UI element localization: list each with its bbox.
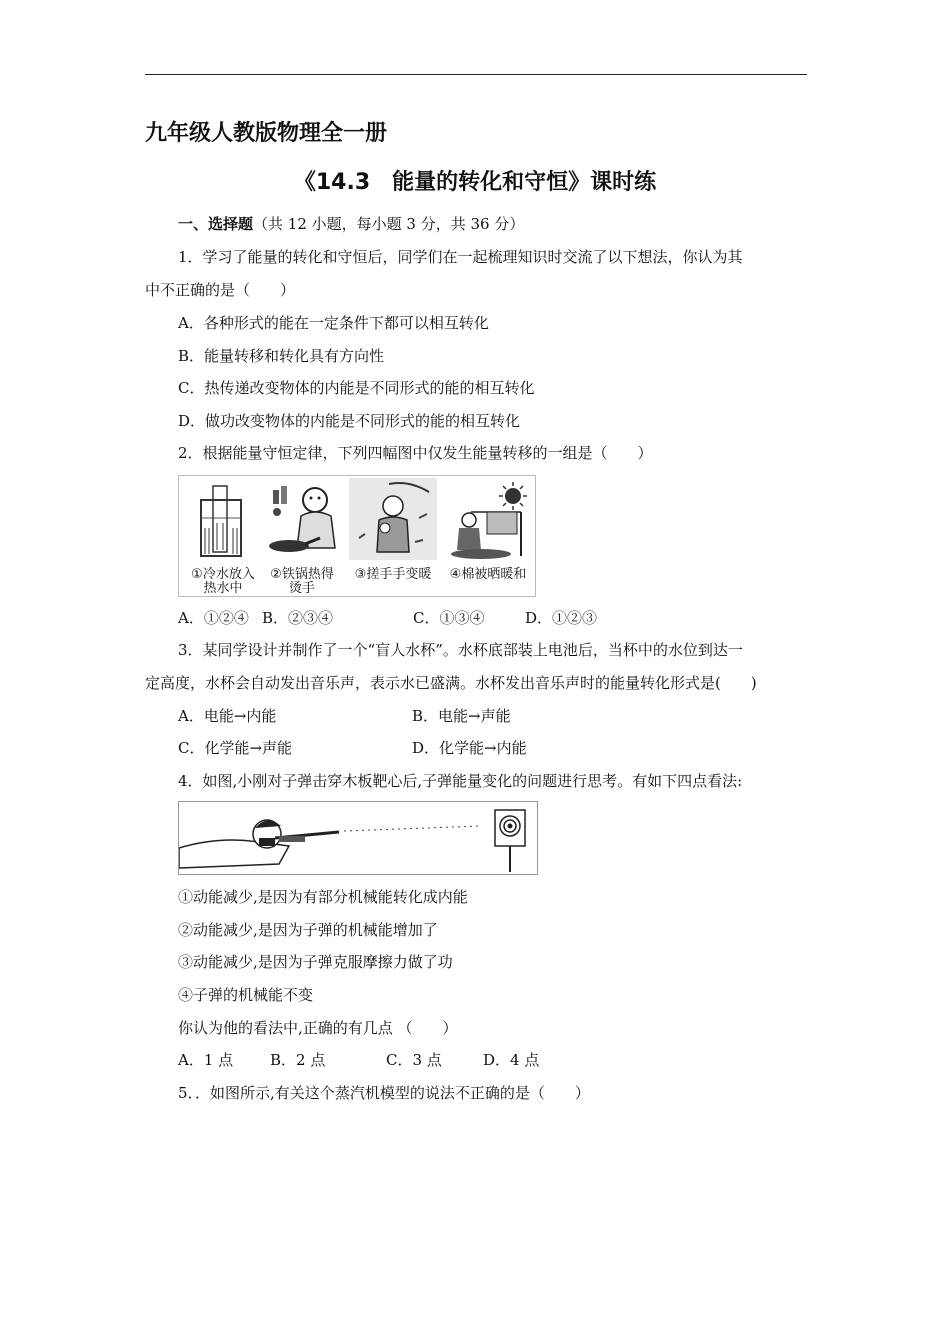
q2-option-c: C．①③④ [413, 609, 485, 627]
q3-option-c: C．化学能→声能 [178, 739, 293, 757]
q4-point-3: ③动能减少,是因为子弹克服摩擦力做了功 [178, 953, 453, 971]
q2-option-d: D．①②③ [525, 609, 598, 627]
q5-stem: 5．．如图所示,有关这个蒸汽机模型的说法不正确的是（ ） [178, 1084, 590, 1102]
q2-caption-2: ②铁锅热得烫手 [270, 567, 334, 596]
q4-point-4: ④子弹的机械能不变 [178, 986, 314, 1004]
q2-stem: 2．根据能量守恒定律，下列四幅图中仅发生能量转移的一组是（ ） [178, 444, 653, 462]
q4-option-d: D．4 点 [483, 1051, 540, 1069]
section-note: （共 12 小题，每小题 3 分，共 36 分） [253, 215, 525, 233]
q2-caption-3: ③搓手手变暖 [354, 567, 432, 582]
q4-stem: 4．如图,小刚对子弹击穿木板靶心后,子弹能量变化的问题进行思考。有如下四点看法: [178, 772, 743, 790]
q1-option-d: D．做功改变物体的内能是不同形式的能的相互转化 [178, 412, 521, 430]
q4-point-2: ②动能减少,是因为子弹的机械能增加了 [178, 921, 438, 939]
q2-figure [178, 475, 536, 597]
header-rule [145, 74, 807, 75]
doc-title: 九年级人教版物理全一册 [145, 121, 388, 146]
q4-option-a: A．1 点 [178, 1051, 234, 1069]
q3-stem-line1: 3．某同学设计并制作了一个“盲人水杯”。水杯底部装上电池后，当杯中的水位到达一 [178, 641, 743, 659]
q2-caption-1: ①冷水放入热水中 [191, 567, 255, 596]
q3-option-d: D．化学能→内能 [412, 739, 527, 757]
doc-subtitle: 《14.3 能量的转化和守恒》课时练 [293, 170, 657, 195]
section-heading [178, 214, 524, 234]
q3-stem-line2: 定高度，水杯会自动发出音乐声，表示水已盛满。水杯发出音乐声时的能量转化形式是( ) [145, 674, 757, 692]
cook-pan-illustration [265, 478, 347, 563]
q1-option-b: B．能量转移和转化具有方向性 [178, 347, 385, 365]
q4-point-1: ①动能减少,是因为有部分机械能转化成内能 [178, 888, 468, 906]
q4-option-b: B．2 点 [270, 1051, 326, 1069]
q3-option-b: B．电能→声能 [412, 707, 511, 725]
q3-option-a: A．电能→内能 [178, 707, 277, 725]
sun-quilt-illustration [441, 478, 531, 563]
beaker-illustration [183, 478, 263, 563]
q4-figure [178, 801, 538, 875]
rubbing-hands-illustration [349, 478, 437, 563]
q1-stem-line1: 1．学习了能量的转化和守恒后，同学们在一起梳理知识时交流了以下想法，你认为其 [178, 248, 743, 266]
q1-option-a: A．各种形式的能在一定条件下都可以相互转化 [178, 314, 489, 332]
section-label: 一、选择题 [178, 215, 254, 233]
q2-caption-4: ④棉被晒暖和 [449, 567, 527, 582]
shooter-target-illustration [179, 802, 537, 874]
q2-option-a: A．①②④ [178, 609, 249, 627]
q4-option-c: C．3 点 [386, 1051, 442, 1069]
q1-option-c: C．热传递改变物体的内能是不同形式的能的相互转化 [178, 379, 535, 397]
q1-stem-line2: 中不正确的是（ ） [145, 281, 296, 299]
q4-question: 你认为他的看法中,正确的有几点 （ ） [178, 1019, 458, 1037]
q2-option-b: B．②③④ [262, 609, 334, 627]
